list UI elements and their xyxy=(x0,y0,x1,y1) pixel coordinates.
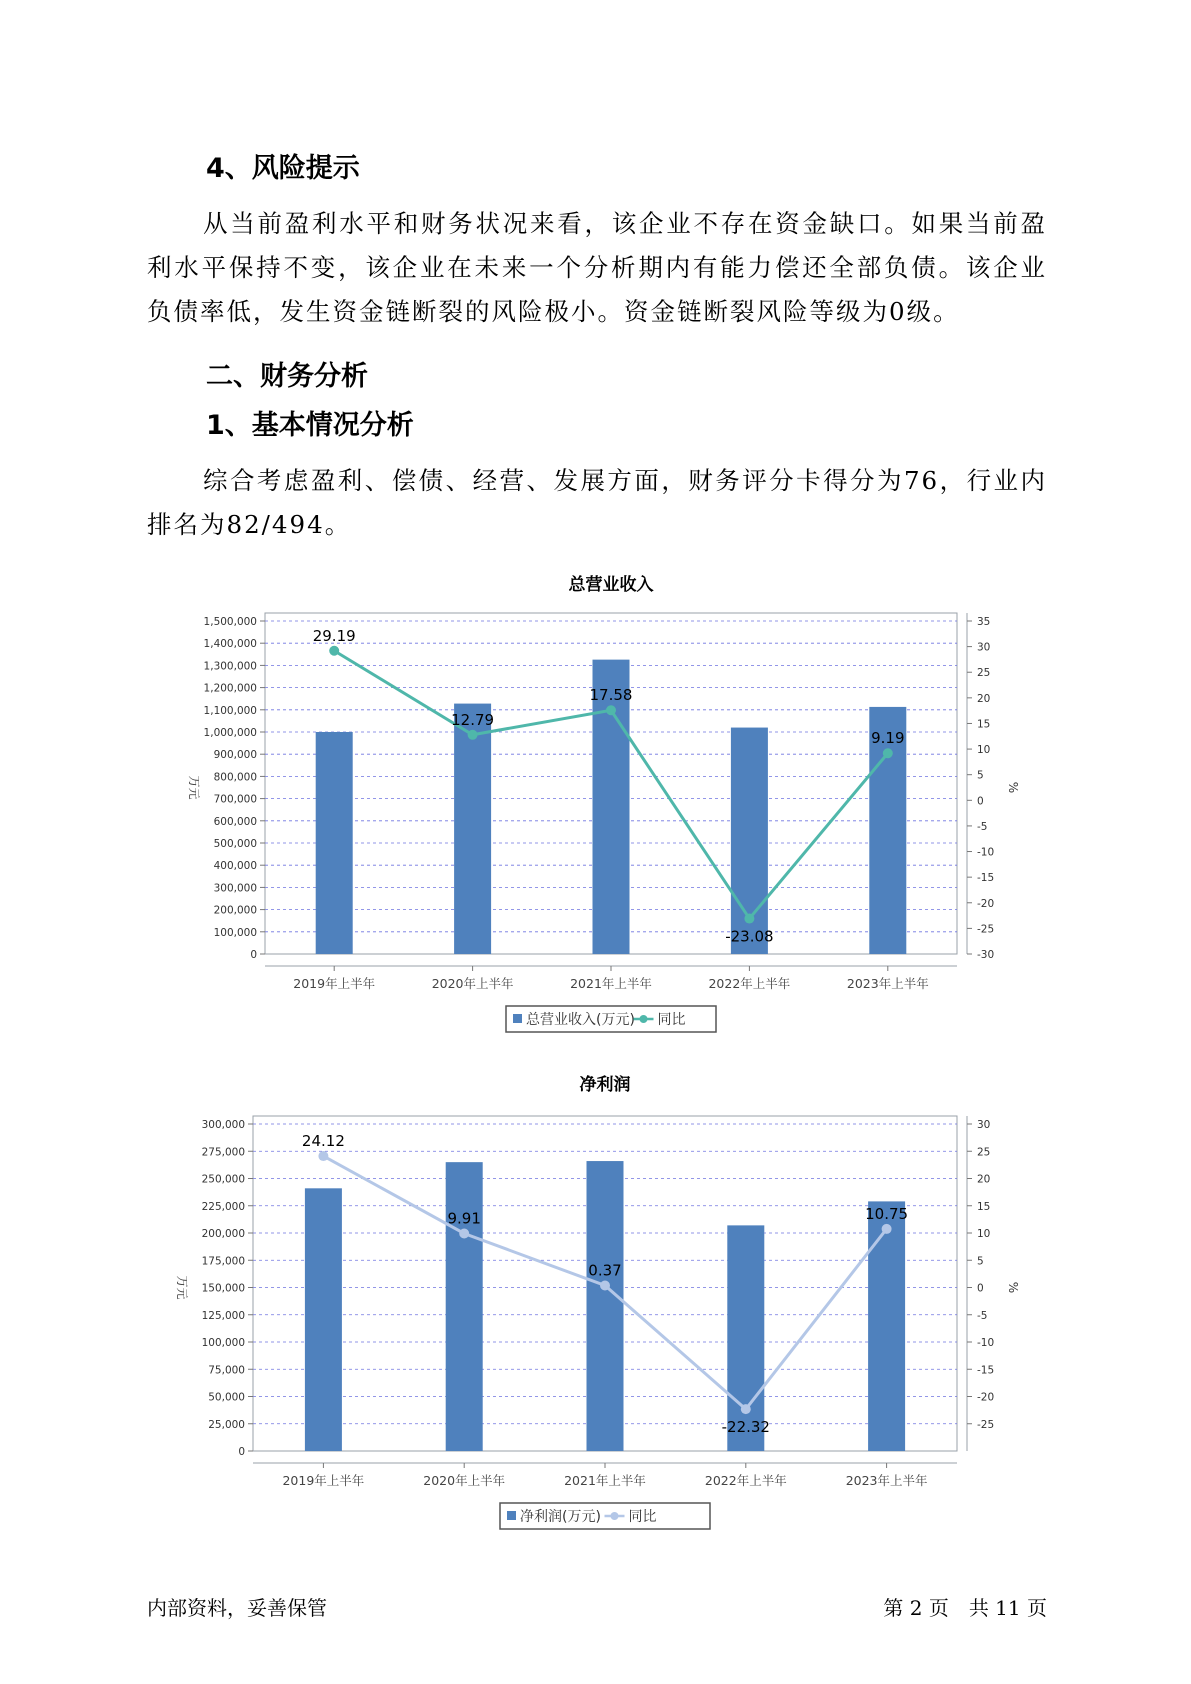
legend-bar-label: 总营业收入(万元) xyxy=(526,1012,635,1028)
y2-tick-label: -20 xyxy=(977,897,995,910)
y-tick-label: 800,000 xyxy=(213,771,257,784)
yoy-point-2019- xyxy=(329,646,339,656)
legend-line-label: 同比 xyxy=(628,1509,657,1525)
yoy-point-2021- xyxy=(600,1280,610,1290)
y-tick-label: 1,200,000 xyxy=(203,682,257,695)
bar-2020- xyxy=(454,704,491,954)
y-axis-label: 万元 xyxy=(187,775,201,800)
y2-tick-label: -5 xyxy=(977,1309,988,1322)
bar-2023- xyxy=(868,1201,905,1451)
x-tick-label: 2022年上半年 xyxy=(708,976,791,991)
y-tick-label: 125,000 xyxy=(201,1309,245,1322)
bar-2019- xyxy=(316,732,353,954)
yoy-data-label: 12.79 xyxy=(451,710,495,729)
y2-tick-label: 5 xyxy=(977,769,984,782)
x-tick-label: 2023年上半年 xyxy=(845,1473,928,1488)
revenue-chart-svg xyxy=(0,560,1191,1040)
y-tick-label: 600,000 xyxy=(213,815,257,828)
y-tick-label: 100,000 xyxy=(213,926,257,939)
bar-2022- xyxy=(727,1225,764,1451)
y-tick-label: 300,000 xyxy=(213,882,257,895)
yoy-point-2020- xyxy=(468,730,478,740)
y2-tick-label: 20 xyxy=(977,1173,991,1186)
y-tick-label: 0 xyxy=(238,1446,245,1458)
y2-tick-label: -10 xyxy=(977,1337,995,1349)
yoy-point-2021- xyxy=(606,705,616,715)
y-tick-label: 250,000 xyxy=(201,1173,245,1186)
yoy-data-label: 29.19 xyxy=(312,626,356,645)
y-tick-label: 25,000 xyxy=(208,1418,245,1431)
chart-title: 总营业收入 xyxy=(568,575,654,595)
x-tick-label: 2019年上半年 xyxy=(282,1473,365,1488)
yoy-data-label: 9.91 xyxy=(447,1209,481,1228)
chart-revenue xyxy=(0,560,1191,1044)
y-tick-label: 500,000 xyxy=(213,838,257,850)
bar-2019- xyxy=(305,1188,342,1451)
x-tick-label: 2020年上半年 xyxy=(423,1473,506,1488)
yoy-data-label: 10.75 xyxy=(865,1204,909,1223)
y2-tick-label: -30 xyxy=(977,949,995,961)
legend-bar-swatch xyxy=(513,1014,522,1023)
y-tick-label: 275,000 xyxy=(201,1146,245,1159)
x-tick-label: 2021年上半年 xyxy=(570,976,652,991)
yoy-data-label: 9.19 xyxy=(871,729,905,748)
y2-tick-label: -5 xyxy=(977,820,988,833)
y2-tick-label: 0 xyxy=(977,795,984,808)
bar-2020- xyxy=(446,1162,483,1451)
y-tick-label: 1,300,000 xyxy=(203,660,257,673)
chart-legend xyxy=(506,1006,716,1032)
y2-tick-label: -20 xyxy=(977,1391,995,1404)
section-heading-financial-analysis: 二、财务分析 xyxy=(206,361,368,392)
y2-tick-label: -15 xyxy=(977,1364,995,1377)
y2-tick-label: 25 xyxy=(977,1146,991,1159)
yoy-data-label: 17.58 xyxy=(589,686,633,705)
y-tick-label: 1,400,000 xyxy=(203,638,257,651)
legend-bar-swatch xyxy=(507,1511,516,1520)
legend-line-marker xyxy=(640,1015,648,1023)
yoy-data-label: 24.12 xyxy=(301,1132,345,1151)
y-tick-label: 1,500,000 xyxy=(203,616,257,628)
y2-tick-label: 30 xyxy=(977,1119,991,1131)
y2-axis-label: % xyxy=(1006,1281,1020,1294)
y2-tick-label: 10 xyxy=(977,1228,991,1240)
y-tick-label: 900,000 xyxy=(213,749,257,762)
yoy-point-2020- xyxy=(459,1228,469,1238)
y2-tick-label: 25 xyxy=(977,667,991,680)
y-axis-label: 万元 xyxy=(175,1275,189,1300)
y2-tick-label: 10 xyxy=(977,744,991,757)
x-tick-label: 2021年上半年 xyxy=(564,1473,646,1488)
y-tick-label: 175,000 xyxy=(201,1255,245,1268)
y-tick-label: 1,100,000 xyxy=(203,704,257,717)
y2-tick-label: 20 xyxy=(977,692,991,705)
yoy-point-2023- xyxy=(883,748,893,758)
y2-tick-label: 30 xyxy=(977,641,991,654)
y-tick-label: 200,000 xyxy=(201,1228,245,1240)
legend-line-marker xyxy=(611,1512,619,1520)
y-tick-label: 225,000 xyxy=(201,1200,245,1213)
y-tick-label: 300,000 xyxy=(201,1119,245,1131)
y2-tick-label: 35 xyxy=(977,616,991,628)
net-profit-chart-svg xyxy=(0,1060,1191,1540)
x-tick-label: 2019年上半年 xyxy=(293,976,376,991)
y2-tick-label: -25 xyxy=(977,923,995,936)
chart-net-profit xyxy=(0,1060,1191,1544)
legend-line-label: 同比 xyxy=(657,1012,686,1028)
y2-tick-label: 0 xyxy=(977,1282,984,1295)
subsection-heading-basic-analysis: 1、基本情况分析 xyxy=(206,410,414,441)
y2-tick-label: -25 xyxy=(977,1418,995,1431)
basic-analysis-paragraph: 综合考虑盈利、偿债、经营、发展方面，财务评分卡得分为76，行业内排名为82/494。 xyxy=(147,466,1047,539)
yoy-point-2023- xyxy=(882,1224,892,1234)
yoy-data-label: -22.32 xyxy=(721,1418,770,1437)
legend-bar-label: 净利润(万元) xyxy=(520,1509,601,1525)
y2-tick-label: 15 xyxy=(977,1200,991,1213)
y-tick-label: 0 xyxy=(250,949,257,961)
yoy-point-2022- xyxy=(744,914,754,924)
chart-title: 净利润 xyxy=(579,1075,631,1095)
y2-tick-label: -15 xyxy=(977,872,995,885)
y-tick-label: 100,000 xyxy=(201,1337,245,1349)
y-tick-label: 200,000 xyxy=(213,904,257,917)
y2-tick-label: 5 xyxy=(977,1255,984,1268)
y-tick-label: 75,000 xyxy=(208,1364,245,1377)
x-tick-label: 2020年上半年 xyxy=(431,976,514,991)
y-tick-label: 50,000 xyxy=(208,1391,245,1404)
x-tick-label: 2023年上半年 xyxy=(846,976,929,991)
yoy-data-label: -23.08 xyxy=(725,927,774,946)
y-tick-label: 700,000 xyxy=(213,793,257,806)
y2-tick-label: -10 xyxy=(977,846,995,859)
y-tick-label: 400,000 xyxy=(213,860,257,873)
x-tick-label: 2022年上半年 xyxy=(704,1473,787,1488)
chart-legend xyxy=(500,1503,710,1529)
footer-page-number: 第 2 页 共 11 页 xyxy=(883,1596,1047,1620)
y2-tick-label: 15 xyxy=(977,718,991,731)
y-tick-label: 1,000,000 xyxy=(203,727,257,739)
y-tick-label: 150,000 xyxy=(201,1282,245,1295)
bar-2021- xyxy=(587,1161,624,1451)
yoy-point-2022- xyxy=(741,1404,751,1414)
section-heading-risk: 4、风险提示 xyxy=(206,153,360,184)
yoy-data-label: 0.37 xyxy=(588,1261,622,1280)
yoy-point-2019- xyxy=(318,1151,328,1161)
y2-axis-label: % xyxy=(1006,781,1020,794)
footer-confidential: 内部资料，妥善保管 xyxy=(147,1596,327,1620)
risk-paragraph: 从当前盈利水平和财务状况来看，该企业不存在资金缺口。如果当前盈利水平保持不变，该企业在未来一个分析期内有能力偿还全部负债。该企业负债率低，发生资金链断裂的风险极小。资金链断裂风险等级为0级。 xyxy=(147,209,1047,326)
